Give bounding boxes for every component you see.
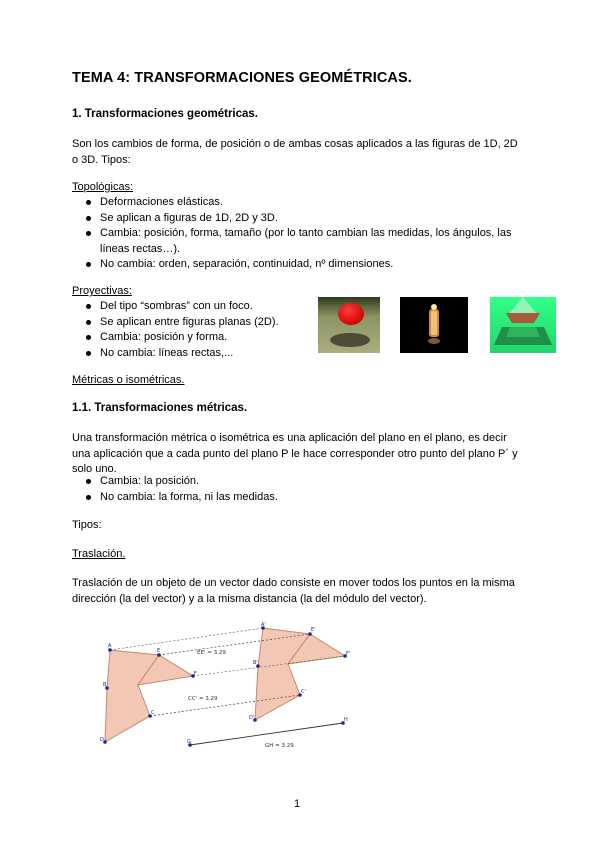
point-label: B: [103, 682, 107, 688]
metric-line-1: Una transformación métrica o isométrica es una aplicación del plano en el plano, es decir: [72, 432, 507, 444]
point-label: F': [346, 651, 351, 657]
page-number: 1: [294, 798, 301, 810]
point-label: D': [249, 715, 255, 721]
section-heading-1-1: 1.1. Transformaciones métricas.: [72, 402, 248, 414]
list-item: No cambia: líneas rectas,...: [72, 346, 312, 362]
measure-label-cc: CC' = 3.29: [188, 696, 218, 702]
list-item: Del tipo “sombras” con un foco.: [72, 299, 312, 315]
measure-label-gh: GH = 3.29: [265, 743, 294, 749]
list-item: No cambia: orden, separación, continuidad, nº dimensiones.: [72, 257, 542, 273]
topologicas-label: Topológicas:: [72, 181, 134, 193]
point-label: B': [253, 660, 258, 666]
list-item: Se aplican a figuras de 1D, 2D y 3D.: [72, 211, 542, 227]
translated-polygon: [255, 628, 310, 720]
metricas-label: Métricas o isométricas.: [72, 374, 185, 386]
point-label: H: [344, 717, 348, 723]
proyectivas-label: Proyectivas:: [72, 285, 132, 297]
traslacion-paragraph: [72, 576, 515, 607]
list-item: Deformaciones elásticas.: [72, 195, 542, 211]
measure-label-ee: EE' = 3.29: [197, 650, 226, 656]
list-item: Cambia: la posición.: [72, 474, 472, 490]
traslacion-label: Traslación.: [72, 548, 126, 560]
point-label: C: [151, 710, 155, 716]
projection-image-sphere: [318, 297, 380, 353]
metric-paragraph: [72, 431, 518, 478]
proyectivas-list: [72, 299, 312, 361]
list-item-text: Cambia: posición, forma, tamaño (por lo tanto cambian las medidas, los ángulos, las: [100, 227, 512, 239]
intro-line-2: o 3D. Tipos:: [72, 153, 131, 166]
list-item: Se aplican entre figuras planas (2D).: [72, 315, 312, 331]
list-item-continuation: líneas rectas…).: [100, 242, 181, 255]
point-label: F: [194, 671, 197, 677]
traslacion-line-2: dirección (la del vector) y a la misma distancia (la del módulo del vector).: [72, 592, 427, 605]
tipos-label: Tipos:: [72, 519, 102, 531]
intro-line-1: Son los cambios de forma, de posición o de ambas cosas aplicados a las figuras de 1D, 2D: [72, 138, 518, 150]
point-label: A': [261, 622, 266, 628]
original-polygon: [105, 650, 159, 742]
metric-list: [72, 474, 472, 505]
point-label: E: [157, 648, 161, 654]
section-heading-1: 1. Transformaciones geométricas.: [72, 108, 258, 120]
point-label: G: [187, 739, 191, 745]
point-label: D: [100, 737, 104, 743]
list-item: No cambia: la forma, ni las medidas.: [72, 490, 472, 506]
vector-gh: [190, 723, 343, 745]
translation-diagram: [95, 620, 365, 755]
point-label: A: [108, 643, 112, 649]
list-item: [72, 226, 542, 257]
page-title: TEMA 4: TRANSFORMACIONES GEOMÉTRICAS.: [72, 70, 412, 86]
metric-line-2: una aplicación que a cada punto del plano P le hace corresponder otro punto del plano P´ y: [72, 447, 518, 460]
projection-image-pyramid: [490, 297, 556, 353]
point-label: E': [311, 627, 316, 633]
intro-paragraph: [72, 137, 518, 168]
list-item: Cambia: posición y forma.: [72, 330, 312, 346]
traslacion-line-1: Traslación de un objeto de un vector dado consiste en mover todos los puntos en la misma: [72, 577, 515, 589]
projection-image-candle: [400, 297, 468, 353]
point-label: C': [301, 689, 306, 695]
metric-line-3: solo uno.: [72, 463, 117, 475]
topologicas-list: [72, 195, 542, 273]
